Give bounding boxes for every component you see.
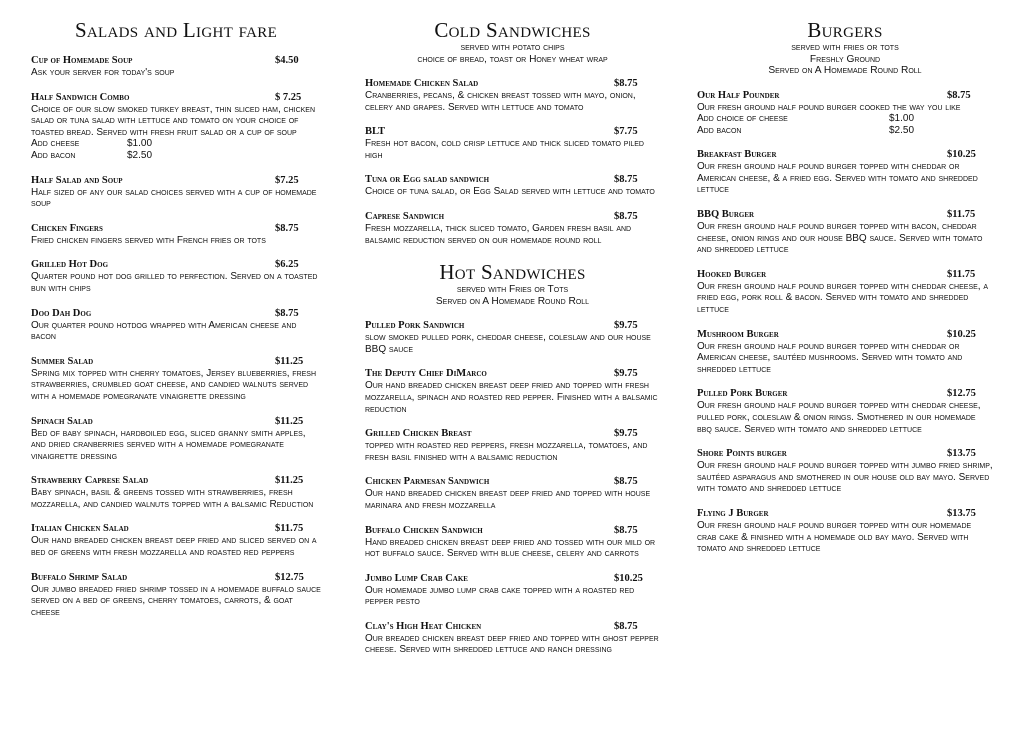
menu-item-header bbox=[697, 209, 993, 221]
menu-item bbox=[31, 523, 321, 558]
menu-item-price: $11.25 bbox=[275, 355, 304, 367]
menu-item-price: $8.75 bbox=[614, 524, 638, 536]
section-subtitle: Served on A Homemade Round Roll bbox=[435, 295, 590, 307]
menu-item bbox=[697, 448, 993, 495]
menu-item-header bbox=[365, 525, 660, 537]
menu-item-price: $4.50 bbox=[275, 55, 299, 66]
section-subtitle: choice of bread, toast or Honey wheat wrap bbox=[417, 53, 608, 65]
menu-item-price: $9.75 bbox=[614, 368, 638, 380]
menu-item bbox=[697, 269, 993, 316]
menu-item-price: $11.75 bbox=[275, 523, 304, 535]
menu-item-option bbox=[697, 113, 993, 125]
menu-item-description: Choice of tuna salad, or Egg Salad served with lettuce and tomato bbox=[365, 186, 655, 198]
section-title: Hot Sandwiches bbox=[439, 260, 586, 285]
menu-item-header bbox=[365, 428, 660, 440]
menu-item-price: $6.25 bbox=[275, 259, 299, 271]
menu-item bbox=[31, 92, 321, 162]
menu-item-list bbox=[31, 55, 321, 618]
menu-item-description: Our hand breaded chicken breast deep fried and topped with fresh mozzarella, spinach and roasted red pepper. Finished with a balsamic reduction bbox=[365, 380, 658, 415]
menu-item bbox=[31, 259, 321, 294]
menu-item-name: BBQ Burger bbox=[697, 209, 755, 221]
menu-item bbox=[365, 525, 660, 560]
menu-item-header bbox=[31, 572, 321, 584]
menu-item-name: Flying J Burger bbox=[697, 507, 769, 519]
menu-item-description: Our hand breaded chicken breast deep fried and sliced served on a bed of greens with fresh mozzarella and roasted red peppers bbox=[31, 535, 317, 559]
burgers-column bbox=[697, 18, 993, 555]
menu-item-description: Ask your server for today's soup bbox=[31, 67, 175, 78]
menu-item bbox=[31, 475, 321, 510]
menu-item bbox=[365, 368, 660, 415]
menu-item-name: Half Sandwich Combo bbox=[31, 91, 130, 103]
menu-item-description: topped with roasted red peppers, fresh mozzarella, tomatoes, and fresh basil finished with a balsamic reduction bbox=[365, 440, 648, 463]
menu-item-name: Mushroom Burger bbox=[697, 328, 779, 340]
menu-item-name: Half Salad and Soup bbox=[31, 174, 123, 186]
menu-item-name: Italian Chicken Salad bbox=[31, 523, 129, 535]
section-subtitle: Served on A Homemade Round Roll bbox=[768, 65, 922, 76]
option-price: $2.50 bbox=[127, 149, 153, 161]
menu-item-header bbox=[697, 149, 993, 161]
menu-item-header bbox=[31, 55, 321, 67]
menu-item-description: Our fresh ground half pound burger topped with cheddar cheese, pulled pork, coleslaw & onion rings. Smothered in our homemade bbq sauce. Served with tomato and shredded lettuce bbox=[697, 400, 981, 435]
menu-item-price: $7.25 bbox=[275, 174, 299, 186]
menu-item-header bbox=[365, 211, 660, 223]
menu-item bbox=[31, 416, 321, 463]
option-price: $2.50 bbox=[889, 124, 915, 136]
menu-item-price: $8.75 bbox=[947, 89, 971, 101]
menu-item-name: Buffalo Chicken Sandwich bbox=[365, 524, 483, 536]
menu-item-description: slow smoked pulled pork, cheddar cheese, coleslaw and our house BBQ sauce bbox=[365, 332, 651, 355]
menu-item-header bbox=[31, 175, 321, 187]
menu-item-header bbox=[31, 92, 321, 104]
menu-item-description: Our fresh ground half pound burger topped with our homemade crab cake & finished with a homemade old bay mayo. Served with tomato and shredded lettuce bbox=[697, 519, 972, 555]
menu-item bbox=[31, 308, 321, 343]
menu-item-header bbox=[31, 356, 321, 368]
salads-column bbox=[31, 18, 321, 618]
menu-item-description: Our fresh ground half pound burger topped with jumbo fried shrimp, sautéed asparagus and smothered in our house old bay mayo. Served with tomato and shredded lettuce bbox=[697, 460, 993, 495]
menu-item-price: $12.75 bbox=[275, 571, 304, 583]
menu-item bbox=[365, 621, 660, 656]
menu-item-name: Strawberry Caprese Salad bbox=[31, 475, 149, 487]
menu-item-price: $11.75 bbox=[947, 209, 976, 221]
menu-item-header bbox=[365, 368, 660, 380]
menu-item-price: $7.75 bbox=[614, 126, 638, 138]
menu-item-description: Our fresh ground half pound burger topped with cheddar or American cheese, sautéed mushrooms. Served with tomato and shredded lettuce bbox=[697, 340, 963, 375]
menu-item-description: Fresh hot bacon, cold crisp lettuce and thick sliced tomato piled high bbox=[365, 138, 644, 161]
menu-item bbox=[31, 55, 321, 79]
menu-item bbox=[697, 508, 993, 555]
menu-item-description: Our fresh ground half pound burger topped with bacon, cheddar cheese, onion rings and our house BBQ sauce. Served with tomato and shredded lettuce bbox=[697, 221, 983, 256]
menu-item-name: Shore Points burger bbox=[697, 448, 787, 460]
menu-item-description: Hand breaded chicken breast deep fried and tossed with our mild or hot buffalo sauce. Served with blue cheese, celery and carrots bbox=[365, 536, 656, 560]
menu-item-name: Tuna or Egg salad sandwich bbox=[365, 174, 490, 186]
option-label: Add bacon bbox=[31, 149, 76, 161]
menu-item-header bbox=[365, 476, 660, 488]
menu-item-name: Pulled Pork Sandwich bbox=[365, 320, 465, 332]
menu-item-option bbox=[697, 125, 993, 137]
menu-item-header bbox=[365, 126, 660, 138]
menu-item-price: $9.75 bbox=[614, 428, 638, 440]
menu-item-description: Spring mix topped with cherry tomatoes, Jersey blueberries, fresh strawberries, crumbled goat cheese, and candied walnuts served with a homemade pomegranate vinaigrette dressing bbox=[31, 367, 317, 402]
menu-item-option bbox=[31, 138, 321, 150]
menu-item-description: Quarter pound hot dog grilled to perfection. Served on a toasted bun with chips bbox=[31, 271, 318, 294]
menu-item-description: Our quarter pound hotdog wrapped with American cheese and bacon bbox=[31, 319, 297, 343]
menu-item-header bbox=[365, 174, 660, 186]
menu-item-price: $11.25 bbox=[275, 475, 304, 487]
menu-item-price: $8.75 bbox=[614, 210, 638, 222]
menu-item-name: Pulled Pork Burger bbox=[697, 388, 788, 400]
menu-item-description: Our fresh ground half pound burger topped with cheddar or American cheese, & a fried egg. Served with tomato and shredded lettuce bbox=[697, 161, 978, 196]
menu-item bbox=[365, 211, 660, 246]
menu-item-price: $10.25 bbox=[614, 572, 643, 584]
menu-item-header bbox=[31, 308, 321, 320]
menu-item-price: $8.75 bbox=[275, 307, 299, 319]
option-price: $1.00 bbox=[889, 113, 915, 125]
menu-item-name: Spinach Salad bbox=[31, 415, 93, 427]
menu-item-list bbox=[365, 78, 660, 246]
option-label: Add bacon bbox=[697, 124, 742, 136]
menu-item-header bbox=[31, 259, 321, 271]
menu-item-price: $11.75 bbox=[947, 268, 976, 280]
menu-item-price: $8.75 bbox=[614, 174, 638, 186]
menu-item-list bbox=[697, 90, 993, 555]
menu-item-name: Chicken Fingers bbox=[31, 222, 103, 234]
menu-item-price: $10.25 bbox=[947, 149, 976, 161]
menu-item-header bbox=[31, 475, 321, 487]
menu-item-list bbox=[365, 320, 660, 656]
menu-item-header bbox=[365, 621, 660, 633]
menu-item bbox=[31, 223, 321, 247]
menu-item-name: Homemade Chicken Salad bbox=[365, 78, 479, 89]
menu-item-option bbox=[31, 150, 321, 162]
menu-item-name: Grilled Chicken Breast bbox=[365, 428, 472, 440]
menu-item-price: $10.25 bbox=[947, 328, 976, 340]
section-subtitle: served with potato chips bbox=[460, 42, 565, 53]
menu-item bbox=[697, 329, 993, 376]
menu-item-name: Hooked Burger bbox=[697, 268, 767, 280]
menu-item-price: $11.25 bbox=[275, 415, 304, 427]
menu-item-name: Our Half Pounder bbox=[697, 89, 780, 101]
menu-item bbox=[365, 428, 660, 463]
menu-item-name: Chicken Parmesan Sandwich bbox=[365, 476, 490, 488]
option-label: Add choice of cheese bbox=[697, 113, 788, 125]
menu-item-description: Our breaded chicken breast deep fried and topped with ghost pepper cheese. Served with shredded lettuce and ranch dressing bbox=[365, 632, 659, 656]
menu-item bbox=[365, 573, 660, 608]
menu-item-name: Doo Dah Dog bbox=[31, 307, 92, 319]
menu-item-name: Caprese Sandwich bbox=[365, 210, 445, 222]
menu-item-description: Our homemade jumbo lump crab cake topped with a roasted red pepper pesto bbox=[365, 584, 635, 608]
menu-item bbox=[697, 388, 993, 435]
menu-item bbox=[365, 174, 660, 198]
menu-item-description: Half sized of any our salad choices served with a cup of homemade soup bbox=[31, 186, 317, 210]
menu-item-description: Our hand breaded chicken breast deep fried and topped with house marinara and fresh mozzarella bbox=[365, 488, 651, 511]
menu-item-price: $ 7.25 bbox=[275, 91, 302, 103]
menu-item-price: $13.75 bbox=[947, 507, 976, 519]
menu-item bbox=[365, 126, 660, 161]
menu-item-name: The Deputy Chief DiMarco bbox=[365, 368, 487, 380]
menu-item bbox=[31, 572, 321, 619]
menu-item-name: Grilled Hot Dog bbox=[31, 259, 109, 271]
menu-item-header bbox=[365, 78, 660, 90]
menu-item-price: $12.75 bbox=[947, 388, 976, 400]
section-title: Cold Sandwiches bbox=[434, 18, 591, 42]
section-title: Salads and Light fare bbox=[74, 18, 278, 42]
menu-item-header bbox=[697, 90, 993, 102]
menu-item bbox=[31, 356, 321, 403]
sandwiches-column bbox=[365, 18, 660, 656]
menu-item-description: Fresh mozzarella, thick sliced tomato, Garden fresh basil and balsamic reduction served on our homemade round roll bbox=[365, 222, 632, 246]
menu-item-description: Fried chicken fingers served with French fries or tots bbox=[31, 234, 266, 246]
menu-item bbox=[31, 175, 321, 210]
menu-item bbox=[697, 149, 993, 196]
section-title: Burgers bbox=[807, 18, 883, 42]
menu-item-header bbox=[697, 269, 993, 281]
menu-item-header bbox=[365, 320, 660, 332]
menu-item-name: Jumbo Lump Crab Cake bbox=[365, 572, 468, 584]
menu-item-name: Clay's High Heat Chicken bbox=[365, 620, 482, 632]
option-label: Add cheese bbox=[31, 138, 80, 150]
menu-item-price: $13.75 bbox=[947, 448, 976, 460]
menu-item-description: Choice of our slow smoked turkey breast, thin sliced ham, chicken salad or tuna salad with lettuce and tomato on your choice of toasted bread. Served with fresh fruit salad or a cup of soup bbox=[31, 103, 316, 138]
menu-item-description: Baby spinach, basil & greens tossed with strawberries, fresh mozzarella, and candied walnuts topped with a balsamic Reduction bbox=[31, 487, 314, 510]
menu-item-price: $8.75 bbox=[614, 78, 638, 89]
menu-item-description: Cranberries, pecans, & chicken breast tossed with mayo, onion, celery and grapes. Served with lettuce and tomato bbox=[365, 90, 636, 113]
menu-item-header bbox=[697, 329, 993, 341]
menu-item-name: Buffalo Shrimp Salad bbox=[31, 571, 128, 583]
menu-item-header bbox=[31, 223, 321, 235]
menu-item-header bbox=[697, 388, 993, 400]
menu-item-header bbox=[697, 448, 993, 460]
menu-item-name: Cup of Homemade Soup bbox=[31, 55, 133, 66]
menu-item-name: Summer Salad bbox=[31, 355, 94, 367]
menu-item bbox=[365, 320, 660, 355]
menu-item bbox=[697, 209, 993, 256]
menu-item-description: Our jumbo breaded fried shrimp tossed in a homemade buffalo sauce served on a bed of greens, cherry tomatoes, carrots, & goat cheese bbox=[31, 583, 321, 618]
menu-item bbox=[365, 78, 660, 113]
option-price: $1.00 bbox=[127, 138, 153, 150]
menu-item bbox=[697, 90, 993, 137]
menu-item-price: $8.75 bbox=[275, 222, 299, 234]
section-subtitle: served with Fries or Tots bbox=[456, 284, 569, 296]
section-subtitle: Freshly Ground bbox=[809, 53, 881, 65]
menu-item-description: Our fresh ground half pound burger topped with cheddar cheese, a fried egg, pork roll & bacon. Served with tomato and shredded lettuce bbox=[697, 280, 989, 316]
menu-item-description: Bed of baby spinach, hardboiled egg, sliced granny smith apples, and dried cranberries served with a homemade pomegranate vinaigrette dressing bbox=[31, 427, 306, 462]
menu-item-price: $9.75 bbox=[614, 320, 638, 332]
section-subtitle: served with fries or tots bbox=[791, 42, 899, 53]
menu-item-header bbox=[697, 508, 993, 520]
menu-item-header bbox=[365, 573, 660, 585]
menu-item-header bbox=[31, 416, 321, 428]
menu-item-price: $8.75 bbox=[614, 476, 638, 488]
menu-item bbox=[365, 476, 660, 511]
menu-item-description: Our fresh ground half pound burger cooked the way you like bbox=[697, 101, 961, 113]
menu-item-name: BLT bbox=[365, 126, 386, 138]
menu-item-price: $8.75 bbox=[614, 620, 638, 632]
menu-item-name: Breakfast Burger bbox=[697, 149, 777, 161]
menu-item-header bbox=[31, 523, 321, 535]
